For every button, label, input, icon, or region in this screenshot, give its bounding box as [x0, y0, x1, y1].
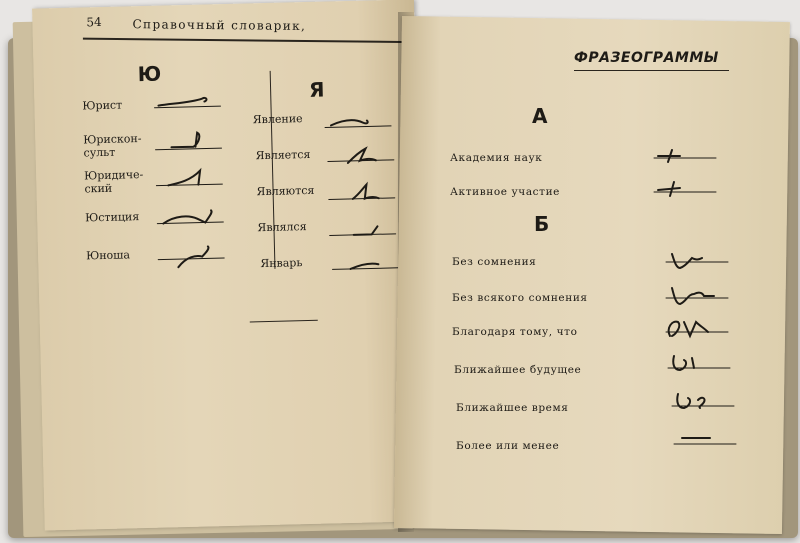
shorthand-sign-icon	[155, 202, 226, 230]
shorthand-sign-icon	[325, 142, 396, 170]
phraseogram-text: Ближайшее время	[456, 402, 569, 414]
column-divider	[270, 71, 276, 269]
dictionary-entry-word: Январь	[260, 256, 303, 271]
dictionary-entry-word: Явление	[252, 112, 303, 127]
shorthand-sign-icon	[662, 284, 732, 308]
dictionary-entry-word: Являлся	[257, 220, 307, 235]
dictionary-entry-word: Является	[255, 147, 311, 163]
page-header: Справочный словарик,	[132, 17, 307, 34]
phraseogram-text: Благодаря тому, что	[452, 326, 578, 338]
shorthand-sign-icon	[156, 242, 227, 270]
dictionary-entry-word: Юноша	[85, 248, 131, 263]
page-number: 54	[86, 14, 102, 30]
dictionary-entry-word: Юрискон- сульт	[83, 132, 142, 160]
section-title: ФРАЗЕОГРАММЫ	[574, 50, 719, 66]
shorthand-sign-icon	[650, 178, 720, 200]
end-rule	[250, 320, 318, 323]
shorthand-sign-icon	[662, 250, 732, 272]
phraseogram-text: Без всякого сомнения	[452, 292, 588, 304]
shorthand-sign-icon	[153, 128, 224, 156]
dictionary-entry-word: Юстиция	[85, 210, 140, 225]
phraseogram-text: Более или менее	[456, 440, 560, 452]
letter-heading-a: А	[532, 104, 548, 128]
phraseogram-text: Активное участие	[450, 186, 560, 198]
phraseogram-text: Ближайшее будущее	[454, 364, 582, 376]
letter-heading-b: Б	[534, 212, 550, 236]
shorthand-sign-icon	[650, 144, 720, 166]
shorthand-sign-icon	[664, 352, 734, 378]
dictionary-entry-word: Юридиче- ский	[84, 168, 144, 196]
shorthand-sign-icon	[330, 252, 401, 276]
letter-heading-ya: Я	[308, 77, 325, 102]
dictionary-entry-word: Юрист	[82, 98, 123, 113]
section-title-rule	[574, 70, 729, 71]
letter-heading-yu: Ю	[137, 61, 162, 87]
left-page	[32, 0, 427, 531]
phraseogram-text: Академия наук	[450, 152, 543, 164]
shorthand-sign-icon	[326, 178, 397, 206]
header-rule	[83, 38, 413, 43]
shorthand-sign-icon	[668, 390, 738, 416]
shorthand-sign-icon	[154, 164, 225, 192]
shorthand-sign-icon	[662, 316, 732, 342]
shorthand-sign-icon	[670, 428, 740, 450]
right-page	[394, 16, 790, 534]
shorthand-sign-icon	[327, 216, 398, 242]
dictionary-entry-word: Являются	[256, 183, 315, 199]
phraseogram-text: Без сомнения	[452, 256, 537, 268]
shorthand-sign-icon	[152, 90, 223, 116]
shorthand-sign-icon	[323, 112, 394, 136]
